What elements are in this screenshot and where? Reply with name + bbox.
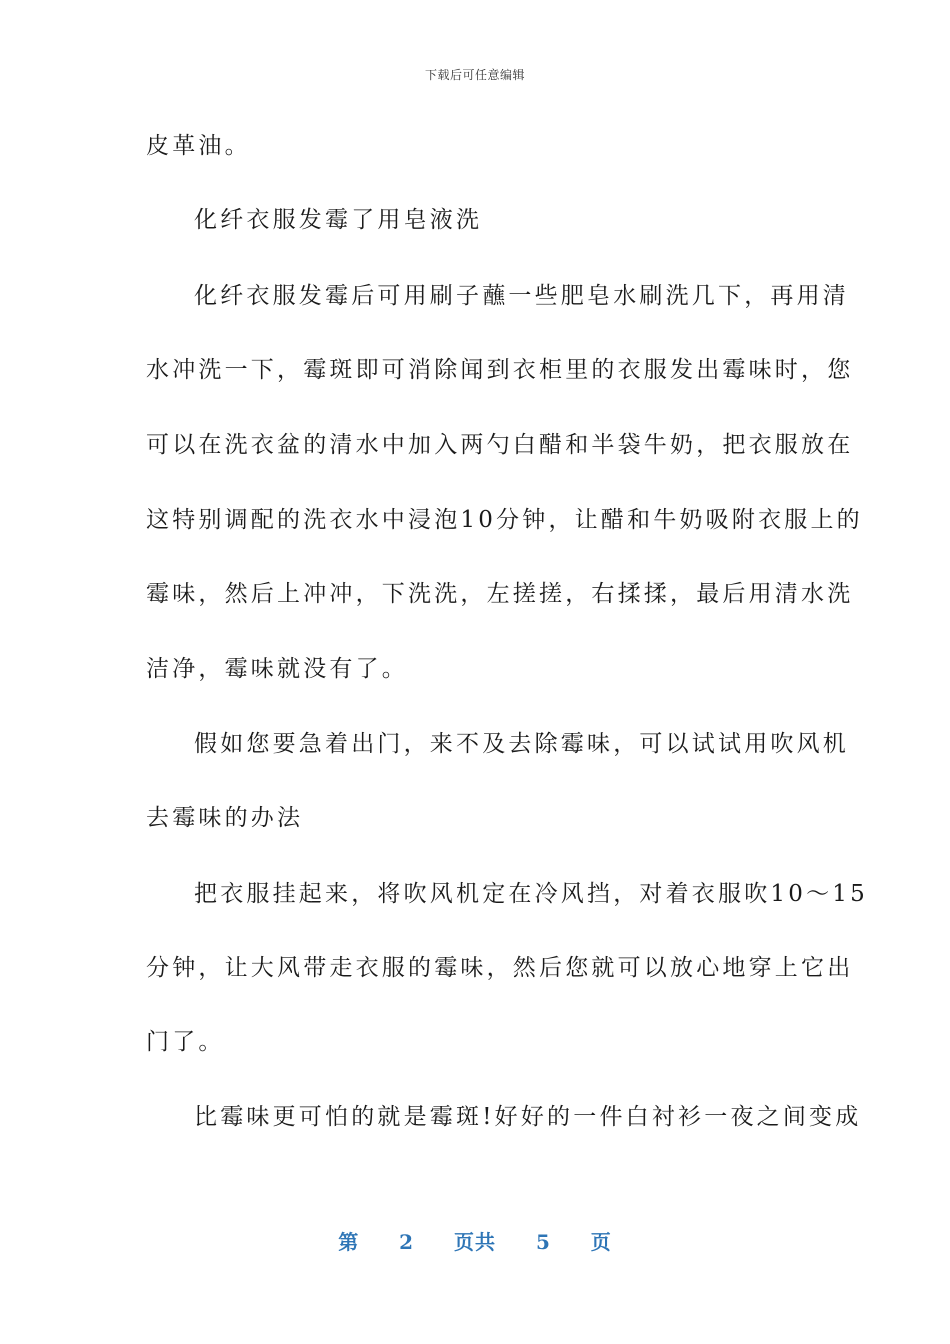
footer-total-pages: 5 xyxy=(535,1230,551,1254)
text-line-1: 皮革油。 xyxy=(146,133,251,159)
text-line-9: 假如您要急着出门，来不及去除霉味，可以试试用吹风机 xyxy=(194,731,849,757)
text-line-3: 化纤衣服发霉后可用刷子蘸一些肥皂水刷洗几下，再用清 xyxy=(194,283,849,309)
section-heading-mildew-synthetic: 化纤衣服发霉了用皂液洗 xyxy=(194,207,483,233)
footer-middle: 页共 xyxy=(454,1230,496,1254)
text-line-10: 去霉味的办法 xyxy=(146,805,304,831)
text-line-12: 分钟，让大风带走衣服的霉味，然后您就可以放心地穿上它出 xyxy=(146,955,854,981)
text-line-4: 水冲洗一下，霉斑即可消除闻到衣柜里的衣服发出霉味时，您 xyxy=(146,357,854,383)
footer-suffix: 页 xyxy=(590,1230,612,1254)
text-line-5: 可以在洗衣盆的清水中加入两勺白醋和半袋牛奶，把衣服放在 xyxy=(146,432,854,458)
text-line-8: 洁净，霉味就没有了。 xyxy=(146,656,408,682)
page-header: 下载后可任意编辑 xyxy=(424,68,525,82)
footer-prefix: 第 xyxy=(338,1230,360,1254)
text-line-14: 比霉味更可怕的就是霉斑!好好的一件白衬衫一夜之间变成 xyxy=(194,1104,862,1130)
text-line-7: 霉味，然后上冲冲，下洗洗，左搓搓，右揉揉，最后用清水洗 xyxy=(146,581,854,607)
page-footer xyxy=(0,1226,950,1255)
text-line-11: 把衣服挂起来，将吹风机定在冷风挡，对着衣服吹10～15 xyxy=(194,881,868,907)
footer-page-number: 2 xyxy=(399,1230,415,1254)
text-line-13: 门了。 xyxy=(146,1029,225,1055)
text-line-6: 这特别调配的洗衣水中浸泡10分钟，让醋和牛奶吸附衣服上的 xyxy=(146,507,863,533)
